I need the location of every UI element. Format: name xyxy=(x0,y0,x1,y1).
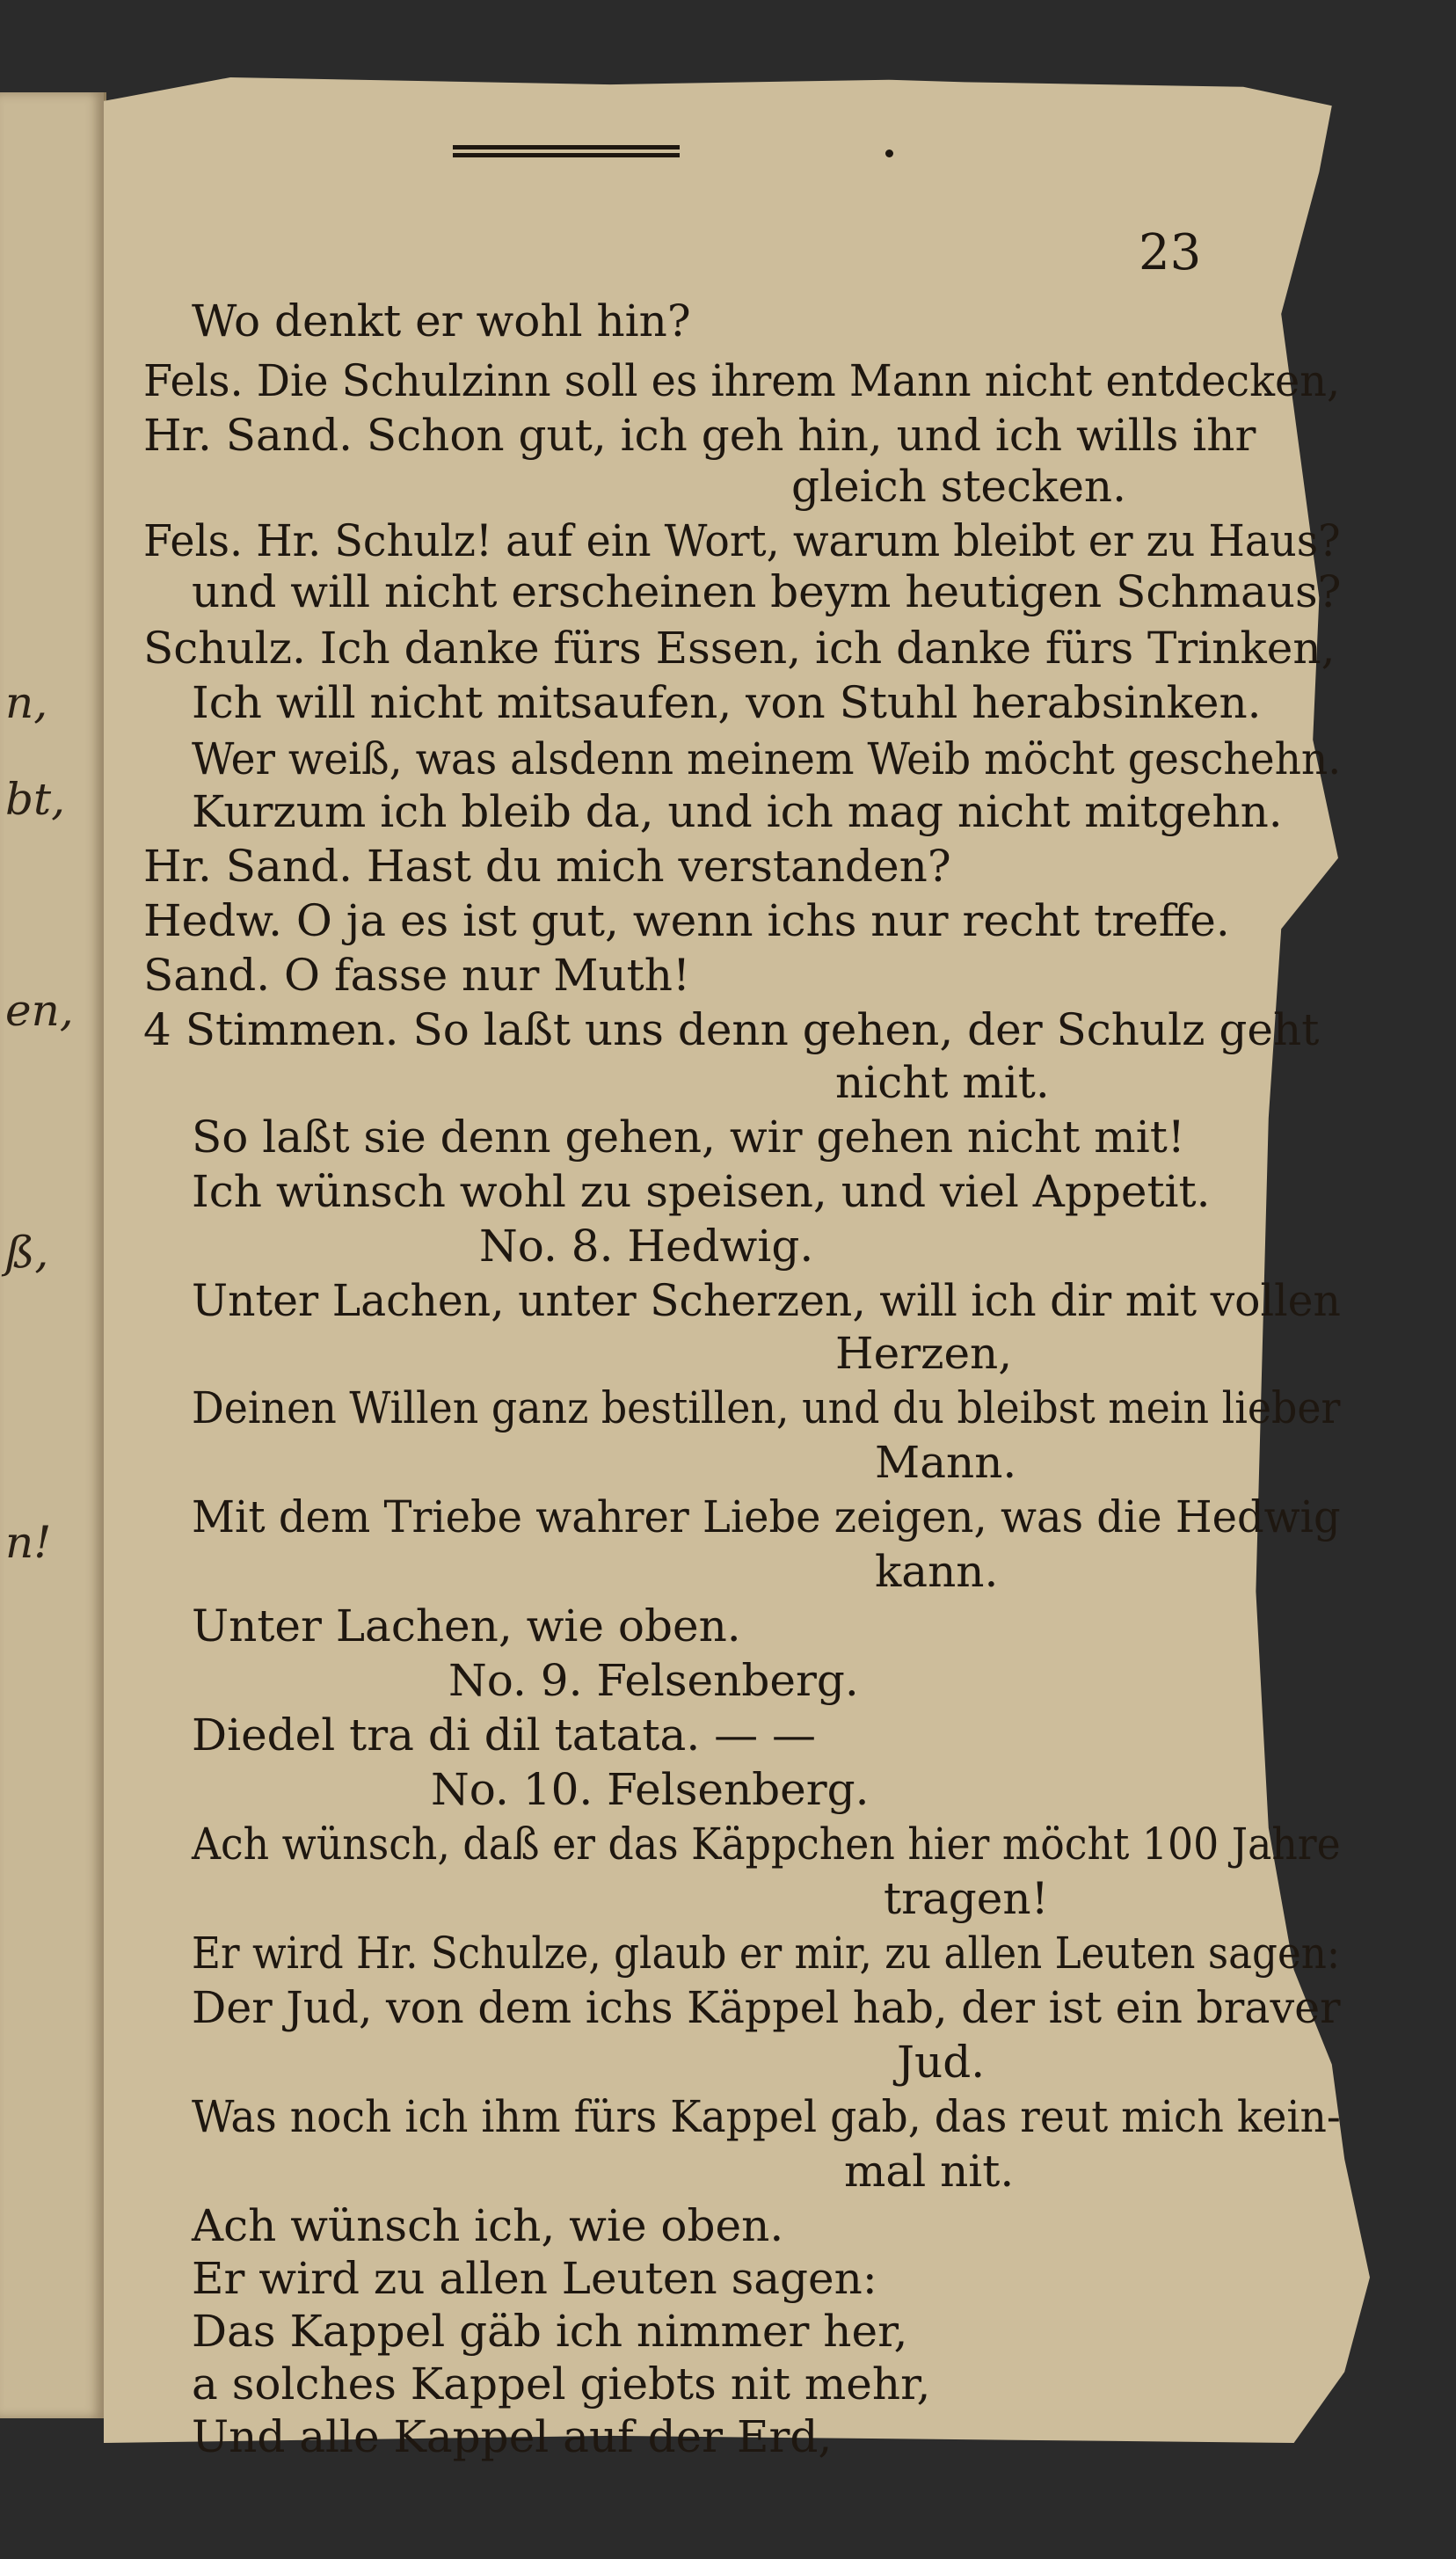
left-page-fragment: n, xyxy=(5,677,48,728)
left-page-fragment: n! xyxy=(5,1517,52,1568)
text-line: Wo denkt er wohl hin? xyxy=(192,295,691,346)
text-line: Mann. xyxy=(875,1437,1017,1488)
text-line: Sand. O fasse nur Muth! xyxy=(143,950,691,1001)
text-line: Hr. Sand. Hast du mich verstanden? xyxy=(143,841,951,892)
text-line: Und alle Kappel auf der Erd, xyxy=(192,2411,833,2462)
header-rule xyxy=(453,145,680,164)
text-line: Der Jud, von dem ichs Käppel hab, der ist ein braver xyxy=(192,1982,1341,2033)
text-line: Wer weiß, was alsdenn meinem Weib möcht geschehn. xyxy=(192,733,1342,784)
text-line: 4 Stimmen. So laßt uns denn gehen, der Schulz geht xyxy=(143,1004,1320,1055)
ink-dot xyxy=(885,149,893,157)
text-line: nicht mit. xyxy=(835,1057,1050,1108)
left-page-fragment: ß, xyxy=(5,1227,49,1278)
text-line: No. 9. Felsenberg. xyxy=(448,1655,859,1706)
text-line: No. 10. Felsenberg. xyxy=(431,1764,870,1815)
text-line: Hr. Sand. Schon gut, ich geh hin, und ich wills ihr xyxy=(143,410,1256,461)
text-line: Ich wünsch wohl zu speisen, und viel Appetit. xyxy=(192,1166,1211,1217)
text-line: Hedw. O ja es ist gut, wenn ichs nur recht treffe. xyxy=(143,895,1230,946)
page-number: 23 xyxy=(1139,224,1202,281)
text-line: Fels. Hr. Schulz! auf ein Wort, warum bleibt er zu Haus? xyxy=(143,515,1341,566)
text-line: Mit dem Triebe wahrer Liebe zeigen, was die Hedwig xyxy=(192,1491,1341,1542)
text-line: Jud. xyxy=(897,2037,986,2088)
text-line: Deinen Willen ganz bestillen, und du bleibst mein lieber xyxy=(192,1382,1341,1433)
text-line: Diedel tra di dil tatata. — — xyxy=(192,1710,817,1761)
text-line: Ich will nicht mitsaufen, von Stuhl herabsinken. xyxy=(192,677,1262,728)
text-line: gleich stecken. xyxy=(791,461,1127,512)
text-line: Ach wünsch, daß er das Käppchen hier möcht 100 Jahre xyxy=(192,1819,1341,1870)
text-line: mal nit. xyxy=(844,2146,1015,2197)
text-line: tragen! xyxy=(884,1873,1049,1924)
text-line: Das Kappel gäb ich nimmer her, xyxy=(192,2306,908,2357)
left-page-edge xyxy=(0,92,106,2418)
text-line: Herzen, xyxy=(835,1328,1013,1379)
text-line: Was noch ich ihm fürs Kappel gab, das reut mich kein- xyxy=(192,2091,1341,2142)
text-line: Er wird zu allen Leuten sagen: xyxy=(192,2253,877,2304)
text-line: kann. xyxy=(875,1546,999,1597)
text-line: Fels. Die Schulzinn soll es ihrem Mann nicht entdecken, xyxy=(143,355,1341,406)
text-line: a solches Kappel giebts nit mehr, xyxy=(192,2359,931,2410)
text-line: Kurzum ich bleib da, und ich mag nicht mitgehn. xyxy=(192,786,1283,837)
left-page-fragment: bt, xyxy=(5,774,65,825)
text-line: Unter Lachen, unter Scherzen, will ich dir mit vollen xyxy=(192,1275,1341,1326)
text-line: Ach wünsch ich, wie oben. xyxy=(192,2200,784,2251)
text-line: Unter Lachen, wie oben. xyxy=(192,1600,741,1651)
text-line: Er wird Hr. Schulze, glaub er mir, zu allen Leuten sagen: xyxy=(192,1928,1341,1979)
text-line: und will nicht erscheinen beym heutigen Schmaus? xyxy=(192,566,1342,617)
left-page-fragment: en, xyxy=(5,985,74,1036)
text-line: No. 8. Hedwig. xyxy=(479,1221,814,1272)
text-line: So laßt sie denn gehen, wir gehen nicht mit! xyxy=(192,1112,1185,1163)
text-line: Schulz. Ich danke fürs Essen, ich danke fürs Trinken, xyxy=(143,623,1336,674)
